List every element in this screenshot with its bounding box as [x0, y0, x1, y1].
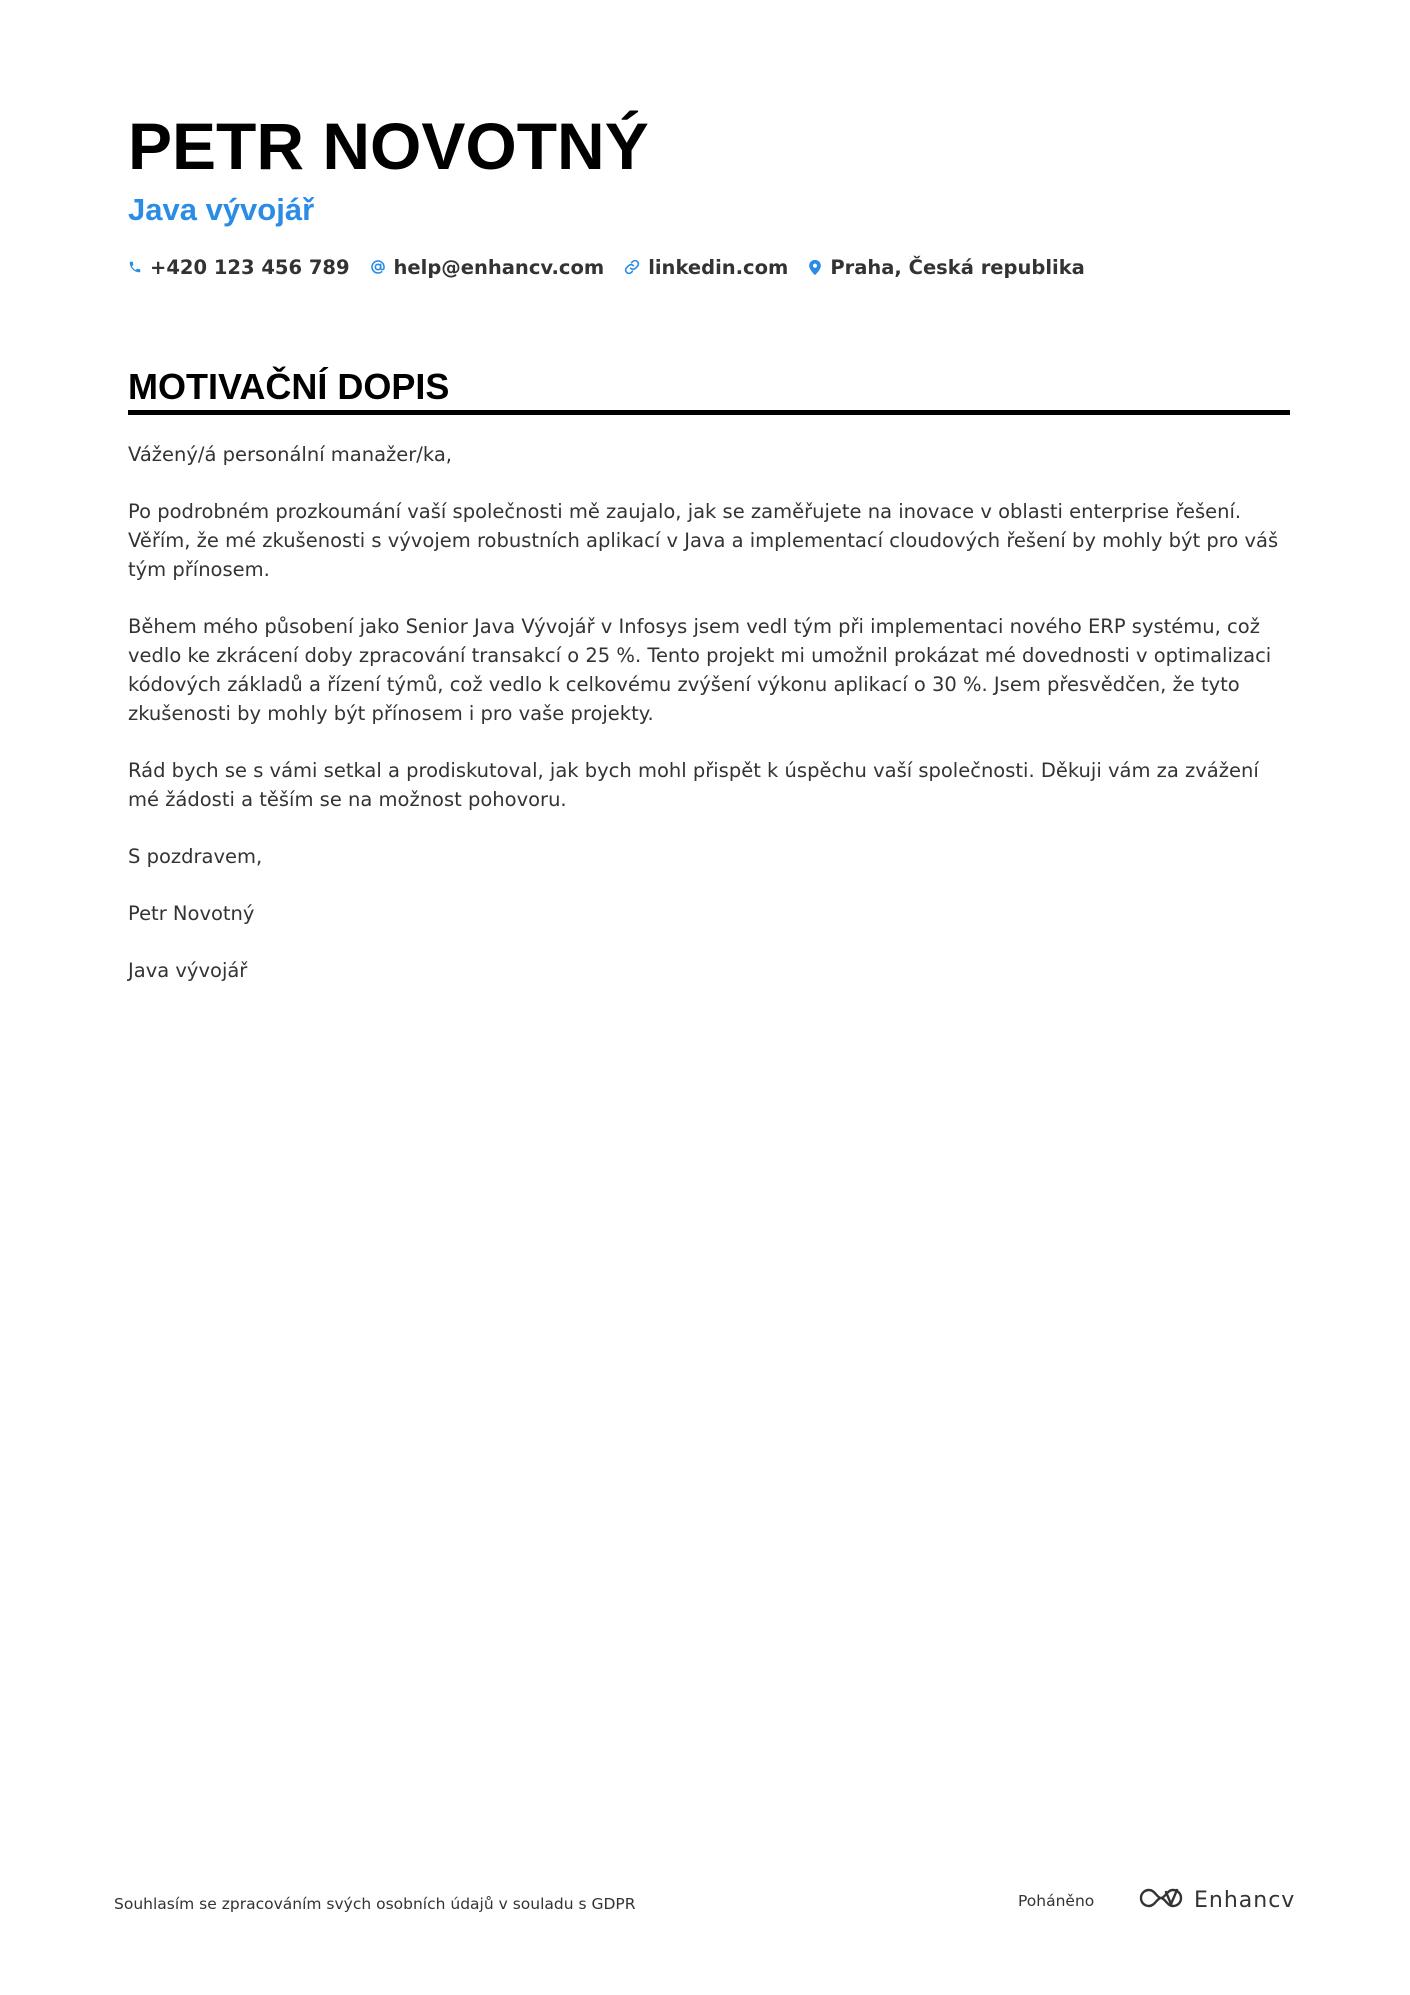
contact-phone: [128, 256, 350, 279]
contact-location: [808, 256, 1085, 279]
phone-icon: [128, 260, 142, 274]
letter-greeting: Vážený/á personální manažer/ka,: [128, 443, 452, 466]
brand-name: Enhancv: [1194, 1887, 1296, 1913]
link-icon: [624, 259, 640, 275]
section-divider: [128, 410, 1290, 415]
contact-phone-text: +420 123 456 789: [150, 255, 350, 279]
letter-paragraph-1: Po podrobném prozkoumání vaší společnosti mě zaujalo, jak se zaměřujete na inovace v oblasti enterprise řešení. Věřím, že mé zkušenosti s vývojem robustních aplikací v Java a implementací cloudových řešení by mohly být pro váš tým přínosem.: [128, 500, 1279, 581]
contact-email[interactable]: [370, 256, 605, 279]
powered-by-label: Poháněno: [1018, 1892, 1095, 1910]
contact-email-text[interactable]: help@enhancv.com: [393, 255, 605, 279]
contact-location-text: Praha, Česká republika: [830, 255, 1085, 279]
applicant-role: Java vývojář: [128, 192, 315, 227]
letter-paragraph-3: Rád bych se s vámi setkal a prodiskutoval, jak bych mohl přispět k úspěchu vaší společnosti. Děkuji vám za zvážení mé žádosti a těším se na možnost pohovoru.: [128, 759, 1259, 811]
gdpr-consent: Souhlasím se zpracováním svých osobních údajů v souladu s GDPR: [114, 1895, 636, 1913]
enhancv-logo-icon: [1138, 1885, 1184, 1916]
brand-logo[interactable]: [1138, 1885, 1295, 1916]
contact-linkedin-text[interactable]: linkedin.com: [648, 255, 789, 279]
contact-linkedin[interactable]: [624, 256, 788, 279]
contact-bar: [128, 252, 1085, 282]
letter-closing: S pozdravem,: [128, 845, 263, 868]
at-sign-icon: [370, 259, 386, 275]
map-pin-icon: [808, 259, 822, 276]
section-title: MOTIVAČNÍ DOPIS: [128, 366, 450, 407]
letter-signature-name: Petr Novotný: [128, 902, 255, 925]
letter-signature-role: Java vývojář: [128, 959, 248, 982]
applicant-name: PETR NOVOTNÝ: [128, 109, 649, 183]
letter-paragraph-2: Během mého působení jako Senior Java Vývojář v Infosys jsem vedl tým při implementaci nového ERP systému, což vedlo ke zkrácení doby zpracování transakcí o 25 %. Tento projekt mi umožnil prokázat mé dovednosti v optimalizaci kódových základů a řízení týmů, což vedlo k celkovému zvýšení výkonu aplikací o 30 %. Jsem přesvědčen, že tyto zkušenosti by mohly být přínosem i pro vaše projekty.: [128, 615, 1272, 725]
letter-body: [128, 440, 1290, 1013]
